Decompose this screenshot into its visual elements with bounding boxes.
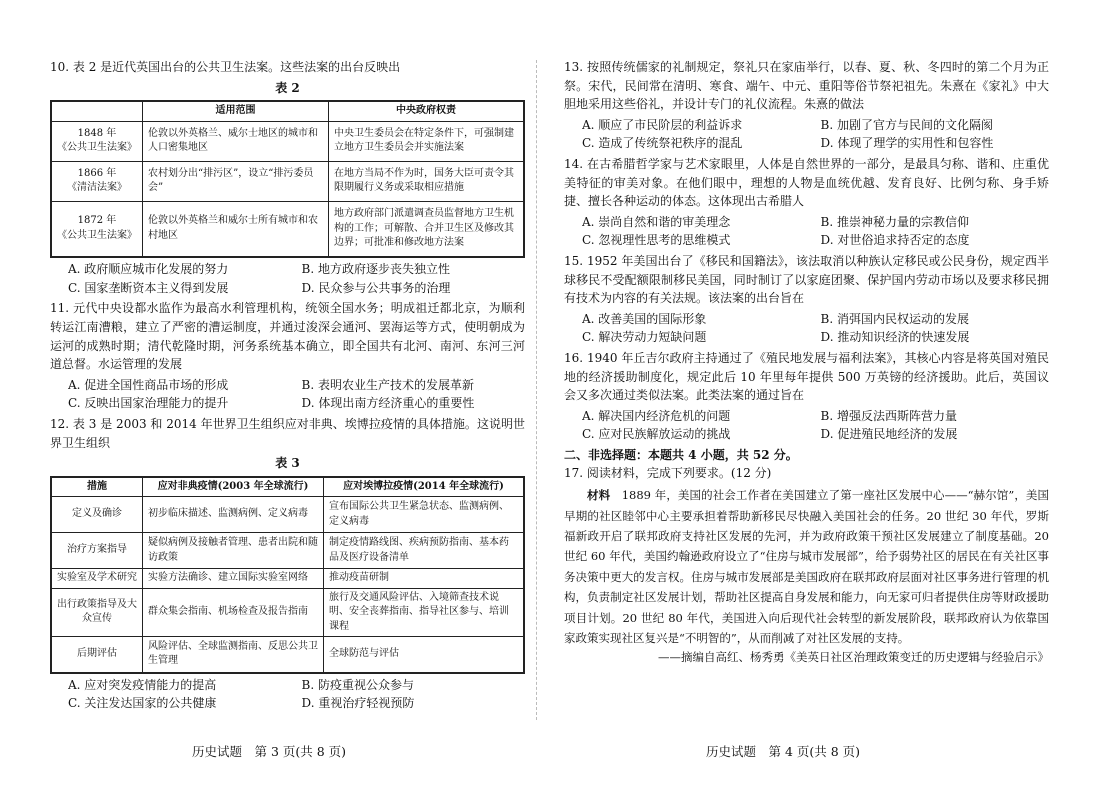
option-a: A. 顺应了市民阶层的利益诉求 — [582, 117, 743, 132]
table-row — [51, 161, 524, 201]
table-cell: 伦敦以外英格兰、威尔士地区的城市和人口密集地区 — [143, 121, 329, 161]
option-c: C. 应对民族解放运动的挑战 — [582, 427, 731, 442]
table-row — [51, 101, 524, 121]
option-c: C. 忽视理性思考的思维模式 — [582, 233, 731, 248]
question-13-options — [582, 116, 1049, 153]
option-b: B. 消弭国内民权运动的发展 — [820, 311, 969, 326]
question-12-options — [68, 676, 525, 713]
table-cell: 中央卫生委员会在特定条件下，可强制建立地方卫生委员会并实施法案 — [329, 121, 525, 161]
table-row — [51, 569, 524, 589]
question-17-stem: 17. 阅读材料，完成下列要求。(12 分) — [564, 466, 772, 481]
material-passage — [564, 485, 1049, 649]
table-header-cell: 适用范围 — [143, 101, 329, 121]
table-cell: 在地方当局不作为时，国务大臣可责令其限期履行义务或采取相应措施 — [329, 161, 525, 201]
table-3 — [50, 476, 525, 674]
table-cell: 初步临床描述、监测病例、定义病毒 — [143, 497, 324, 533]
table-header-cell: 措施 — [51, 477, 143, 497]
option-d: D. 对世俗追求持否定的态度 — [820, 233, 970, 248]
question-15-stem: 15. 1952 年美国出台了《移民和国籍法》，该法取消以种族认定移民或公民身份，规定西半球移民不受配额限制移民美国，同时制订了以家庭团聚、保护国内劳动市场以及要求移民拥有技术为内容的有关法规。该法案的出台旨在 — [564, 253, 1049, 306]
table-cell: 伦敦以外英格兰和威尔士所有城市和农村地区 — [143, 201, 329, 257]
material-label: 材料 — [587, 488, 611, 503]
left-column — [50, 58, 525, 715]
page-footer-right: 历史试题 第 4 页(共 8 页) — [706, 744, 861, 759]
table-row — [51, 497, 524, 533]
question-10-options — [68, 260, 525, 297]
option-c: C. 关注发达国家的公共健康 — [68, 696, 217, 711]
option-d: D. 民众参与公共事务的治理 — [301, 280, 451, 295]
question-14-stem: 14. 在古希腊哲学家与艺术家眼里，人体是自然世界的一部分，是最具匀称、谐和、庄重优美特征的审美对象。在他们眼中，理想的人物是血统优越、发育良好、比例匀称、身手矫捷、擅长各种运动的体态。这体现出古希腊人 — [564, 156, 1049, 209]
page-footer-left: 历史试题 第 3 页(共 8 页) — [192, 744, 347, 759]
option-b: B. 增强反法西斯阵营力量 — [820, 408, 957, 423]
right-column — [564, 58, 1049, 667]
question-12-stem: 12. 表 3 是 2003 和 2014 年世界卫生组织应对非典、埃博拉疫情的具体措施。这说明世界卫生组织 — [50, 416, 525, 450]
question-11-options — [68, 376, 525, 413]
table-cell: 1872 年 《公共卫生法案》 — [51, 201, 143, 257]
option-a: A. 应对突发疫情能力的提高 — [68, 677, 217, 692]
material-source: ——摘编自高红、杨秀勇《美英日社区治理政策变迁的历史逻辑与经验启示》 — [658, 649, 1049, 664]
option-b: B. 防疫重视公众参与 — [301, 677, 414, 692]
question-11-stem: 11. 元代中央设都水监作为最高水利管理机构，统领全国水务；明成祖迁都北京，为顺利转运江南漕粮，建立了严密的漕运制度，并通过浚深会通河、罢海运等方式，使明朝成为运河的成熟时期；清代乾隆时期，河务系统基本确立，即全国共有北河、南河、东河三河道总督。水运管理的发展 — [50, 301, 525, 372]
table-cell: 定义及确诊 — [51, 497, 143, 533]
question-14-options — [582, 213, 1049, 250]
option-d: D. 体现出南方经济重心的重要性 — [301, 396, 475, 411]
section-heading: 二、非选择题：本题共 4 小题，共 52 分。 — [564, 447, 798, 462]
question-13-stem: 13. 按照传统儒家的礼制规定，祭礼只在家庙举行，以春、夏、秋、冬四时的第二个月为正祭。宋代，民间常在清明、寒食、端午、中元、重阳等俗节祭祀祖先。朱熹在《家礼》中大胆地采用这些俗礼，并设计专门的礼仪流程。朱熹的做法 — [564, 60, 1049, 112]
option-c: C. 反映出国家治理能力的提升 — [68, 396, 229, 411]
table-cell: 旅行及交通风险评估、入境筛查技术说明、安全丧葬指南、指导社区参与、培训课程 — [324, 588, 525, 637]
question-15-options — [582, 310, 1049, 347]
question-16-options — [582, 407, 1049, 444]
table-3-caption: 表 3 — [275, 456, 300, 471]
table-header-cell: 应对非典疫情(2003 年全球流行) — [143, 477, 324, 497]
table-row — [51, 121, 524, 161]
table-row — [51, 477, 524, 497]
table-cell: 风险评估、全球监测指南、反思公共卫生管理 — [143, 637, 324, 673]
table-cell: 地方政府部门派遣调查员监督地方卫生机构的工作；可解散、合并卫生区及修改其边界；可批准和修改地方法案 — [329, 201, 525, 257]
option-a: A. 崇尚自然和谐的审美理念 — [582, 214, 731, 229]
option-b: B. 加剧了官方与民间的文化隔阂 — [820, 117, 993, 132]
table-cell: 1848 年 《公共卫生法案》 — [51, 121, 143, 161]
material-text: 1889 年，美国的社会工作者在美国建立了第一座社区发展中心——“赫尔馆”，美国早期的社区睦邻中心主要承担着帮助新移民尽快融入美国社会的任务。20 世纪 30 年代，罗斯福新政开启了联邦政府支持社区发展的先河，并为政府政策干预社区发展建立了制度基础。20 世纪 60 年代，美国约翰逊政府设立了“住房与城市发展部”，给予弱势社区的居民在有关社区事务决策中更大的发言权。住房与城市发展部是美国政府在联邦政府层面对社区事务进行管理的机构，负责制定社区发展计划，帮助社区提高自身发展和能力，向无家可归者提供住房等财政援助项目计划。20 世纪 80 年代，美国进入向后现代社会转型的新发展阶段，联邦政府认为依靠国家政策实现社区复兴是“不明智的”，从而削减了对社区发展的支持。 — [564, 488, 1050, 646]
table-cell: 农村划分出“排污区”，设立“排污委员会” — [143, 161, 329, 201]
question-16-stem: 16. 1940 年丘吉尔政府主持通过了《殖民地发展与福利法案》，其核心内容是将英国对殖民地的经济援助制度化，规定此后 10 年里每年提供 500 万英镑的经济援助。此后，英国议会又多次通过类似法案。此类法案的通过旨在 — [564, 350, 1049, 403]
table-row — [51, 533, 524, 569]
option-c: C. 国家垄断资本主义得到发展 — [68, 280, 229, 295]
option-b: B. 表明农业生产技术的发展革新 — [301, 377, 474, 392]
table-cell: 疑似病例及接触者管理、患者出院和随访政策 — [143, 533, 324, 569]
option-c: C. 解决劳动力短缺问题 — [582, 330, 707, 345]
column-divider — [536, 60, 537, 720]
table-cell: 全球防范与评估 — [324, 637, 525, 673]
table-header-cell — [51, 101, 143, 121]
table-cell: 制定疫情路线图、疾病预防指南、基本药品及医疗设备清单 — [324, 533, 525, 569]
table-2-caption: 表 2 — [275, 80, 300, 95]
table-cell: 实验方法确诊、建立国际实验室网络 — [143, 569, 324, 589]
table-cell: 宣布国际公共卫生紧急状态、监测病例、定义病毒 — [324, 497, 525, 533]
table-cell: 实验室及学术研究 — [51, 569, 143, 589]
table-row — [51, 588, 524, 637]
option-d: D. 重视治疗轻视预防 — [301, 696, 415, 711]
option-d: D. 促进殖民地经济的发展 — [820, 427, 958, 442]
option-a: A. 解决国内经济危机的问题 — [582, 408, 731, 423]
table-cell: 推动疫苗研制 — [324, 569, 525, 589]
table-cell: 群众集会指南、机场检查及报告指南 — [143, 588, 324, 637]
table-cell: 治疗方案指导 — [51, 533, 143, 569]
table-cell: 后期评估 — [51, 637, 143, 673]
option-a: A. 政府顺应城市化发展的努力 — [68, 262, 229, 277]
option-b: B. 地方政府逐步丧失独立性 — [301, 262, 450, 277]
option-d: D. 推动知识经济的快速发展 — [820, 330, 970, 345]
option-c: C. 造成了传统祭祀秩序的混乱 — [582, 136, 743, 151]
table-2 — [50, 100, 525, 258]
option-b: B. 推崇神秘力量的宗教信仰 — [820, 214, 969, 229]
option-d: D. 体现了理学的实用性和包容性 — [820, 136, 994, 151]
question-10-stem: 10. 表 2 是近代英国出台的公共卫生法案。这些法案的出台反映出 — [50, 60, 401, 74]
table-cell: 1866 年 《清洁法案》 — [51, 161, 143, 201]
option-a: A. 促进全国性商品市场的形成 — [68, 377, 229, 392]
table-header-cell: 应对埃博拉疫情(2014 年全球流行) — [324, 477, 525, 497]
table-cell: 出行政策指导及大众宣传 — [51, 588, 143, 637]
table-row — [51, 637, 524, 673]
table-row — [51, 201, 524, 257]
table-header-cell: 中央政府权责 — [329, 101, 525, 121]
option-a: A. 改善美国的国际形象 — [582, 311, 707, 326]
